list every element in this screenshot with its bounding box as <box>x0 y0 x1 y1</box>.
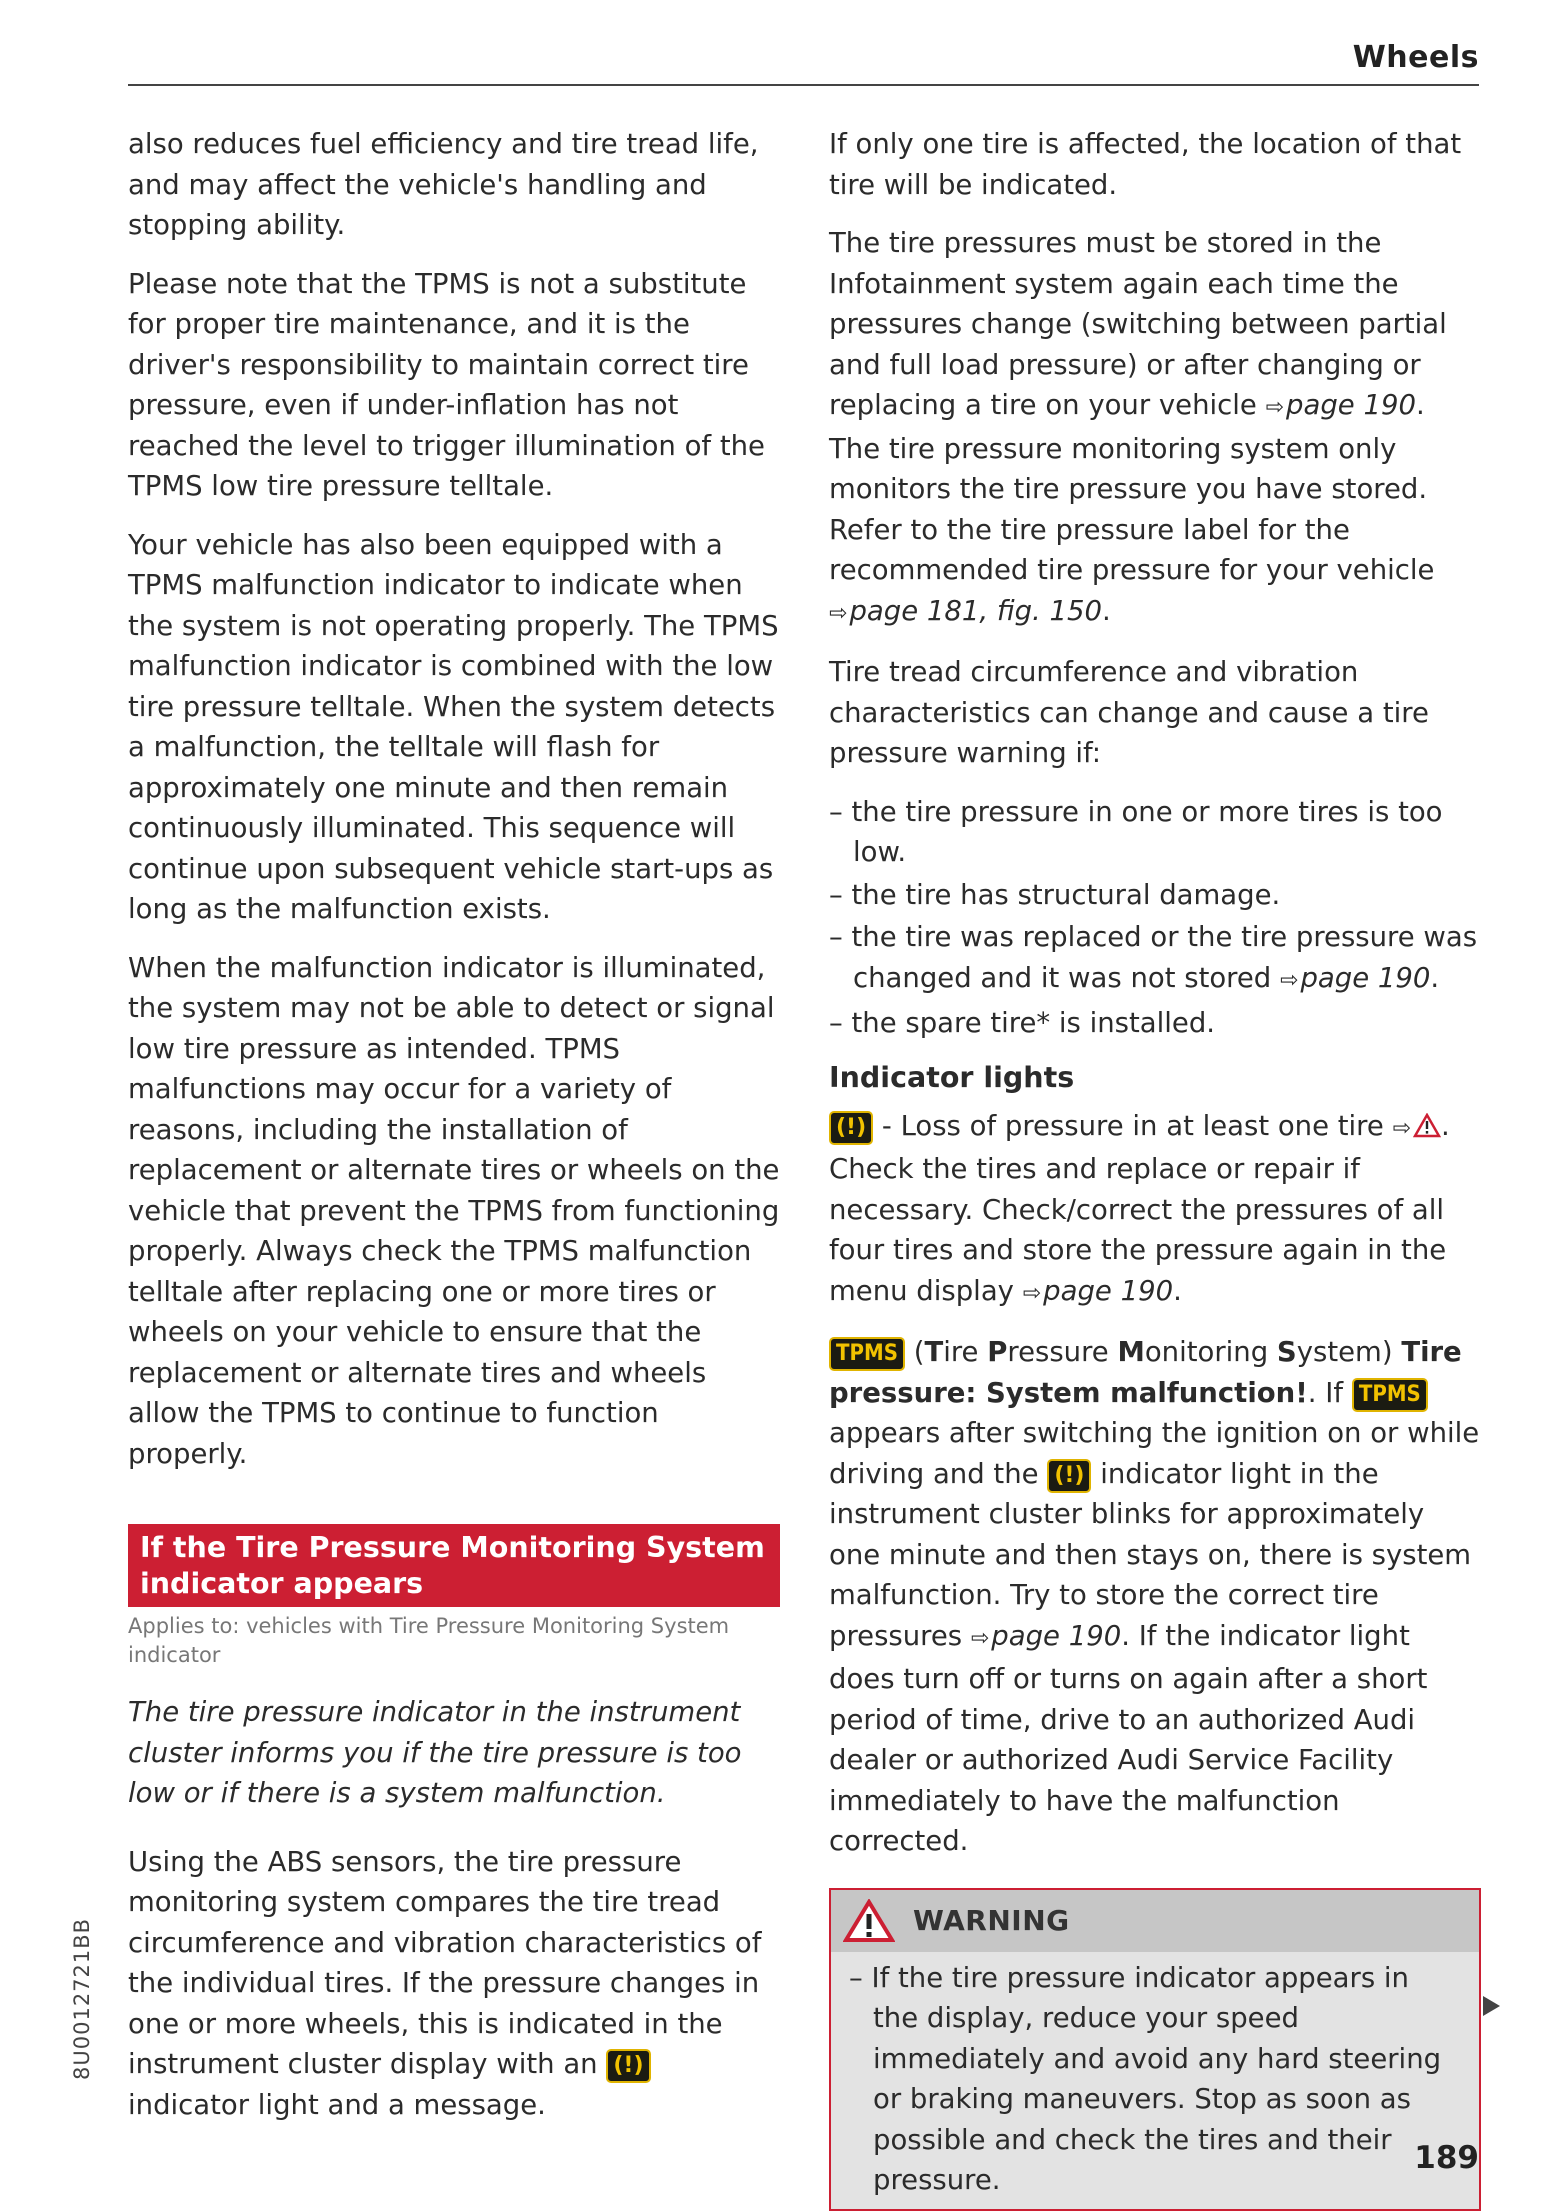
left-column <box>128 124 780 2143</box>
text: indicator light in the instrument cluster blinks for approximately one minute and then stays on, there is system malfunction. Try to store the correct tire pressures <box>829 1457 1472 1652</box>
page-header <box>128 40 1479 86</box>
arrow-right-icon: ⇨ <box>1022 1280 1042 1306</box>
paragraph: When the malfunction indicator is illuminated, the system may not be able to detect or signal low tire pressure as intended. TPMS malfunctions may occur for a variety of reasons, including the installation of replacement or alternate tires or wheels on the vehicle that prevent the TPMS from functioning properly. Always check the TPMS malfunction telltale after replacing one or more tires or wheels on your vehicle to ensure that the replacement or alternate tires and wheels allow the TPMS to continue to function properly. <box>128 951 780 1470</box>
paragraph: Please note that the TPMS is not a substitute for proper tire maintenance, and it is the driver's responsibility to maintain correct tire pressure, even if under-inflation has not reached the level to trigger illumination of the TPMS low tire pressure telltale. <box>128 267 765 502</box>
paragraph: Your vehicle has also been equipped with a TPMS malfunction indicator to indicate when the system is not operating properly. The TPMS malfunction indicator is combined with the low tire pressure telltale. When the system detects a malfunction, the telltale will flash for approximately one minute and then remain continuously illuminated. This sequence will continue upon subsequent vehicle start-ups as long as the malfunction exists. <box>128 528 779 925</box>
document-code: 8U0012721BB <box>70 1917 94 2080</box>
text: ystem) <box>1296 1336 1393 1368</box>
page-reference-text: page 181, fig. 150 <box>849 594 1103 627</box>
page-reference-link[interactable] <box>971 1620 1121 1652</box>
tpms-indicator-icon: TPMS <box>829 1337 905 1371</box>
text: . The tire pressure monitoring system only monitors the tire pressure you have stored. Refer to the tire pressure label for the recommended tire pressure for your vehicle <box>829 389 1435 586</box>
warning-title: WARNING <box>913 1904 1070 1937</box>
page-number: 189 <box>1414 2140 1479 2176</box>
arrow-right-icon: ⇨ <box>829 600 848 626</box>
text: Check the tires and replace or repair if necessary. Check/correct the pressures of all four tires and store the pressure again in the menu display <box>829 1153 1447 1307</box>
page-reference-text: page 190 <box>1043 1274 1174 1307</box>
list-item: – the tire pressure in one or more tires is too low. <box>829 795 1443 868</box>
text: M <box>1117 1336 1145 1368</box>
paragraph <box>128 1842 780 2126</box>
tire-pressure-warning-icon: (!) <box>1047 1459 1091 1493</box>
text: appears after switching the ignition on or while driving and the <box>829 1417 1480 1490</box>
tire-pressure-warning-icon: (!) <box>829 1111 873 1145</box>
text: ressure <box>1007 1336 1118 1368</box>
page-reference-text: page 190 <box>1300 961 1431 994</box>
paragraph: Tire tread circumference and vibration characteristics can change and cause a tire pressure warning if: <box>829 656 1429 769</box>
warning-triangle-icon <box>843 1899 895 1943</box>
tire-pressure-warning-icon: (!) <box>606 2049 650 2083</box>
arrow-right-icon: ⇨ <box>1265 395 1285 420</box>
indicator-paragraph <box>829 1332 1481 1862</box>
section-title: Wheels <box>1352 40 1479 75</box>
text: P <box>987 1336 1008 1368</box>
tpms-indicator-icon: TPMS <box>1352 1378 1428 1412</box>
text: ire <box>943 1336 988 1368</box>
warning-list <box>849 1958 1461 2201</box>
text: S <box>1276 1336 1297 1368</box>
page-reference-text: page 190 <box>991 1619 1122 1652</box>
page-reference-link[interactable] <box>1280 962 1430 994</box>
text: indicator light and a message. <box>128 2088 546 2121</box>
page-reference-link[interactable] <box>1023 1275 1173 1307</box>
list-item: – the tire was replaced or the tire pressure was changed and it was not stored ⇨page 190. <box>829 921 1478 994</box>
text: ( <box>913 1336 925 1368</box>
warning-header <box>831 1890 1479 1952</box>
arrow-right-icon: ⇨ <box>1280 967 1299 993</box>
warning-body <box>831 1952 1479 2209</box>
arrow-right-icon: ⇨ <box>1392 1115 1411 1141</box>
page-reference-link[interactable] <box>829 595 1102 627</box>
section-heading: If the Tire Pressure Monitoring System indicator appears <box>128 1524 780 1607</box>
bold-title: Tire pressure: System malfunction! <box>829 1336 1462 1409</box>
subheading: Indicator lights <box>829 1060 1075 1094</box>
text: T <box>924 1336 944 1368</box>
text: . If the indicator light does turn off or turns on again after a short period of time, drive to an authorized Audi dealer or authorized Audi Service Facility immediately to have the malfunction corrected. <box>829 1619 1428 1857</box>
text: . If <box>1307 1376 1344 1409</box>
paragraph: If only one tire is affected, the location of that tire will be indicated. <box>829 128 1462 201</box>
continue-arrow-icon <box>1483 1996 1500 2016</box>
list-item: – the spare tire* is installed. <box>829 1007 1216 1039</box>
paragraph: The tire pressures must be stored in the Infotainment system again each time the pressures change (switching between partial and full load pressure) or after changing or replacing a tire on your vehicle ⇨page 190. The tire pressure monitoring system only monitors the tire pressure you have stored. Refer to the tire pressure label for the recommended tire pressure for your vehicle ⇨page 181, fig. 150. <box>829 227 1447 627</box>
condition-list <box>829 792 1481 1044</box>
paragraph: also reduces fuel efficiency and tire tread life, and may affect the vehicle's handling and stopping ability. <box>128 128 759 241</box>
applies-to-note: Applies to: vehicles with Tire Pressure Monitoring System indicator <box>128 1614 730 1667</box>
intro-paragraph: The tire pressure indicator in the instrument cluster informs you if the tire pressure is too low or if there is a system malfunction. <box>128 1696 742 1809</box>
text: Using the ABS sensors, the tire pressure monitoring system compares the tire tread circumference and vibration characteristics of the individual tires. If the pressure changes in one or more wheels, this is indicated in the instrument cluster display with an <box>128 1845 762 2080</box>
arrow-right-icon: ⇨ <box>970 1625 990 1651</box>
page-reference-text: page 190 <box>1286 389 1416 421</box>
text: - Loss of pressure in at least one tire <box>881 1109 1384 1142</box>
text: – the tire was replaced or the tire pressure was changed and it was not stored <box>829 921 1478 994</box>
list-item: – If the tire pressure indicator appears in the display, reduce your speed immediately and avoid any hard steering or braking maneuvers. Stop as soon as possible and check the tires and their pressure. <box>849 1961 1442 2196</box>
page-reference-link[interactable] <box>1266 389 1416 421</box>
right-column <box>829 124 1481 2211</box>
indicator-paragraph: (!) - Loss of pressure in at least one tire ⇨ . Check the tires and replace or repair if necessary. Check/correct the pressures of all four tires and store the pressure again in the menu display ⇨page 190. <box>829 1109 1450 1307</box>
text: onitoring <box>1144 1336 1277 1368</box>
text: The tire pressures must be stored in the Infotainment system again each time the pressures change (switching between partial and full load pressure) or after changing or replacing a tire on your vehicle <box>829 227 1447 421</box>
list-item: – the tire has structural damage. <box>829 878 1281 911</box>
warning-triangle-icon <box>1413 1113 1441 1138</box>
warning-box <box>829 1888 1481 2211</box>
